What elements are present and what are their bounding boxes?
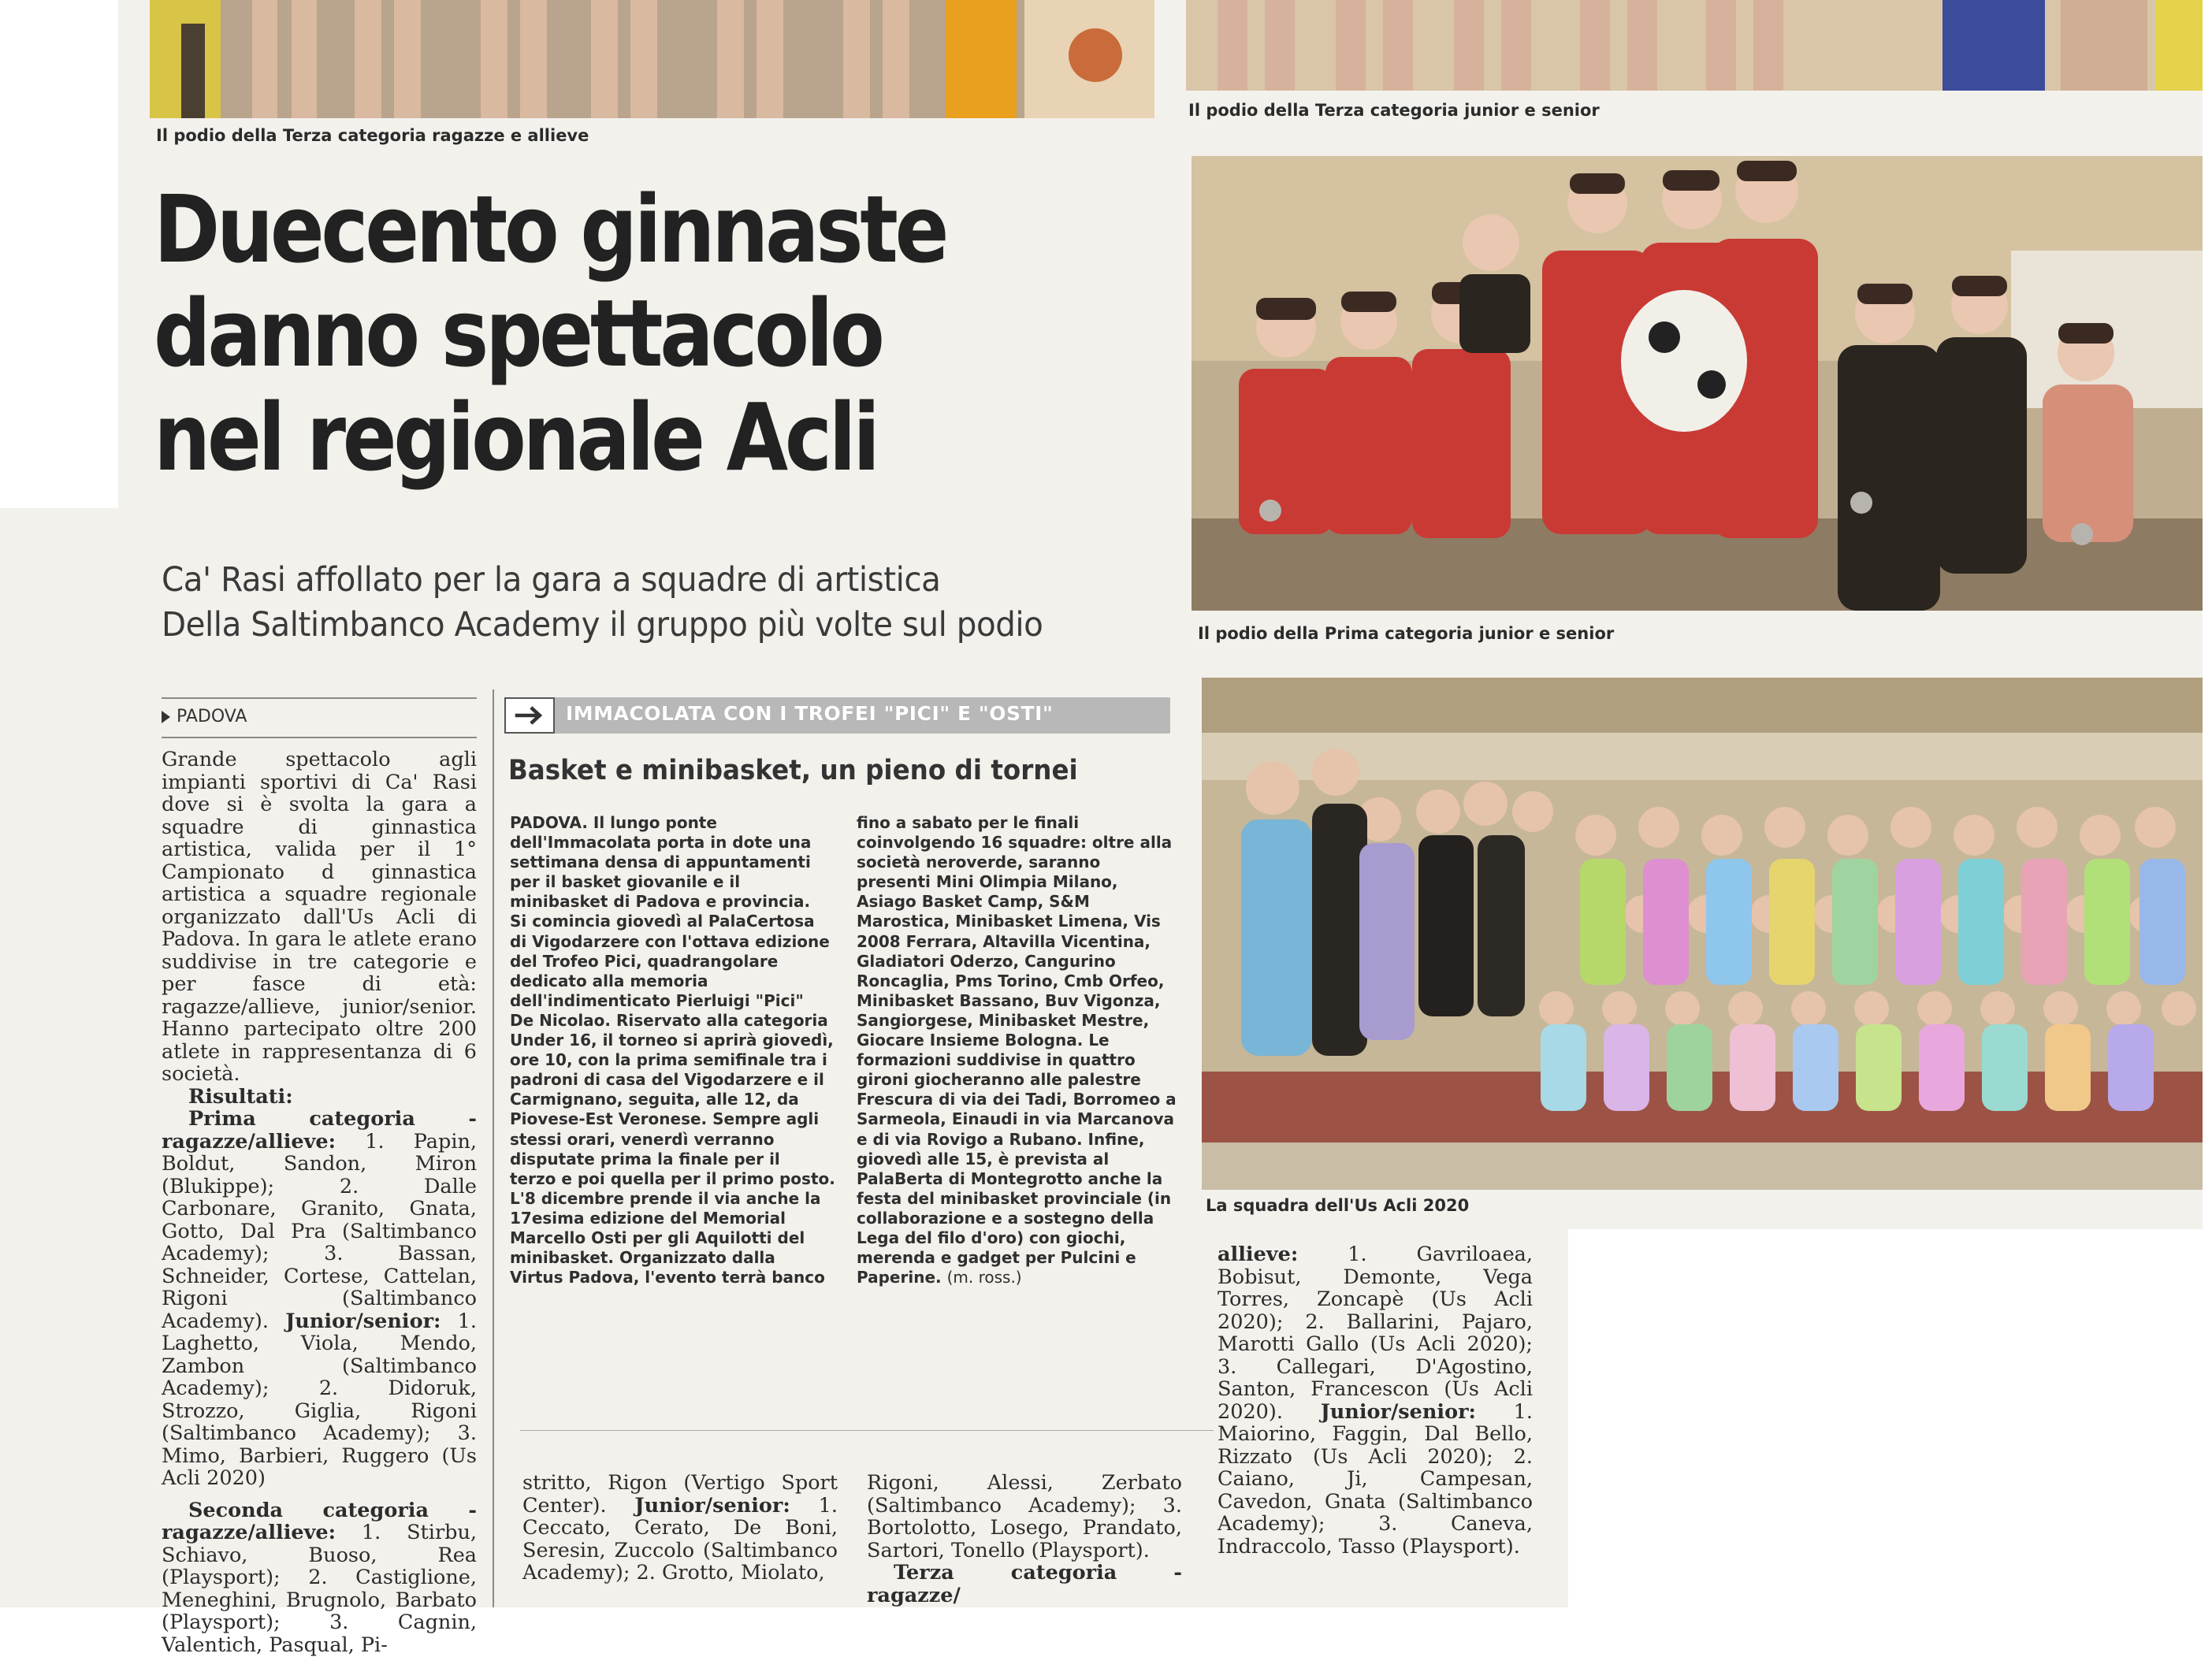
caption-podium-terza-junior: Il podio della Terza categoria junior e senior bbox=[1188, 101, 1600, 120]
sidebar-line: Virtus Padova, l'evento terrà banco bbox=[510, 1268, 825, 1287]
sidebar-line: Minibasket Bassano, Buv Vigonza, bbox=[857, 990, 1161, 1010]
sidebar-line: 2008 Ferrara, Altavilla Vicentina, bbox=[857, 931, 1151, 951]
results-seconda-cont: stritto, Rigon (Vertigo Sport Center). Junior/senior: 1. Ceccato, Cerato, De Boni, Seresin, Zuccolo (Saltimbanco Academy); 2. Grotto, Miolato, bbox=[522, 1471, 838, 1585]
sidebar-line: disputate prima la finale per il bbox=[510, 1149, 780, 1168]
sidebar-line: ore 10, con la prima semifinale tra i bbox=[510, 1050, 827, 1070]
headline-line-3: nel regionale Acli bbox=[154, 383, 877, 492]
sidebar-line: società neroverde, saranno bbox=[857, 853, 1101, 872]
results-prima: Prima categoria - ragazze/allieve: 1. Papin, Boldut, Sandon, Miron (Blukippe); 2. Dalle Carbonare, Granito, Gnata, Gotto, Dal Pra (Saltimbanco Academy); 3. Bassan, Schneider, Cortese, Cattelan, Rigoni (Saltimbanco Academy). Junior/senior: 1. Laghetto, Viola, Mendo, Zambon (Saltimbanco Academy); 2. Didoruk, Strozzo, Giglia, Rigoni (Saltimbanco Academy); 3. Mimo, Barbieri, Ruggero (Us Acli 2020) bbox=[162, 1107, 477, 1490]
caption-podium-terza-ragazze: Il podio della Terza categoria ragazze e allieve bbox=[156, 126, 589, 145]
sidebar-line: Giocare Insieme Bologna. Le bbox=[857, 1031, 1110, 1050]
sidebar-line: PADOVA. Il lungo ponte bbox=[510, 813, 717, 832]
sidebar-line: di Vigodarzere con l'ottava edizione bbox=[510, 931, 830, 951]
article-subhead bbox=[162, 558, 1043, 648]
dateline-text: PADOVA bbox=[177, 707, 247, 726]
sidebar-line: Frescura di via dei Tadi, Borromeo a bbox=[857, 1090, 1177, 1109]
dateline bbox=[162, 707, 247, 726]
sidebar-line: merenda e gadget per Pulcini e bbox=[857, 1248, 1136, 1268]
sidebar-line: festa del minibasket provinciale (in bbox=[857, 1188, 1172, 1208]
sidebar-line: Si comincia giovedì al PalaCertosa bbox=[510, 912, 815, 931]
margin-left-cutout bbox=[0, 0, 118, 508]
results-terza-label: Terza categoria - ragazze/ bbox=[867, 1561, 1182, 1607]
results-heading: Risultati: bbox=[188, 1084, 293, 1109]
sidebar-line: settimana densa di appuntamenti bbox=[510, 853, 811, 872]
sidebar-line: minibasket di Padova e provincia. bbox=[510, 892, 811, 912]
sidebar-line-last bbox=[857, 1268, 1188, 1287]
sidebar-line: collaborazione e a sostegno della bbox=[857, 1208, 1154, 1228]
sidebar-line: Gladiatori Oderzo, Cangurino bbox=[857, 951, 1116, 971]
article-body-col-3 bbox=[867, 1472, 1182, 1607]
sidebar-line: presenti Mini Olimpia Milano, bbox=[857, 872, 1118, 892]
dateline-rule-bottom bbox=[162, 737, 477, 738]
sidebar-line: giovedì alle 15, è prevista al bbox=[857, 1149, 1110, 1168]
photo-podium-terza-ragazze bbox=[150, 0, 1154, 118]
sidebar-line: Under 16, il torneo si aprirà giovedì, bbox=[510, 1031, 834, 1050]
sidebar-line: Marcello Osti per gli Aquilotti del bbox=[510, 1228, 805, 1247]
sidebar-bottom-rule bbox=[520, 1430, 1214, 1431]
article-body-col-2 bbox=[522, 1472, 838, 1585]
sidebar-line: Marostica, Minibasket Limena, Vis bbox=[857, 912, 1161, 931]
sidebar-line: PalaBerta di Montegrotto anche la bbox=[857, 1168, 1163, 1188]
results-seconda-end: Rigoni, Alessi, Zerbato (Saltimbanco Academy); 3. Bortolotto, Losego, Prandato, Sartori, Tonello (Playsport). bbox=[867, 1471, 1182, 1562]
article-body-col-4 bbox=[1218, 1243, 1533, 1558]
sidebar-line: Lega del filo d'oro) con giochi, bbox=[857, 1228, 1126, 1247]
sidebar-line: Asiago Basket Camp, S&M bbox=[857, 892, 1090, 912]
sidebar-line: dell'indimenticato Pierluigi "Pici" bbox=[510, 990, 804, 1010]
sidebar-last-text: Paperine. bbox=[857, 1268, 942, 1287]
sidebar-title: Basket e minibasket, un pieno di tornei bbox=[508, 755, 1078, 786]
sidebar-line: e di via Rovigo a Rubano. Infine, bbox=[857, 1129, 1145, 1149]
photo-podium-terza-junior bbox=[1186, 0, 2203, 91]
sidebar-banner-text: IMMACOLATA CON I TROFEI "PICI" E "OSTI" bbox=[566, 702, 1054, 725]
arrow-right-icon bbox=[504, 697, 555, 734]
sidebar-col-2 bbox=[857, 813, 1188, 1287]
sidebar-line: minibasket. Organizzato dalla bbox=[510, 1248, 775, 1268]
sidebar-line: Sangiorgese, Minibasket Mestre, bbox=[857, 1010, 1150, 1030]
sidebar-line: Sarmeola, Einaudi in via Marcanova bbox=[857, 1109, 1174, 1129]
results-terza: allieve: 1. Gavriloaea, Bobisut, Demonte, Vega Torres, Zoncapè (Us Acli 2020); 2. Ballarini, Pajaro, Marotti Gallo (Us Acli 2020); 3. Callegari, D'Agostino, Santon, Francescon (Us Acli 2020). Junior/senior: 1. Maiorino, Faggin, Dal Bello, Rizzato (Us Acli 2020); 2. Caiano, Ji, Campesan, Cavedon, Gnata (Saltimbanco Academy); 3. Caneva, Indraccolo, Tasso (Playsport). bbox=[1218, 1243, 1534, 1559]
headline-line-1: Duecento ginnaste bbox=[154, 175, 946, 284]
subhead-line-1: Ca' Rasi affollato per la gara a squadre di artistica bbox=[162, 560, 941, 600]
sidebar-line: stessi orari, venerdì verranno bbox=[510, 1129, 775, 1149]
sidebar-line: L'8 dicembre prende il via anche la bbox=[510, 1188, 821, 1208]
sidebar-line: fino a sabato per le finali bbox=[857, 813, 1080, 832]
sidebar-line: Roncaglia, Pms Torino, Cmb Orfeo, bbox=[857, 971, 1165, 990]
subhead-line-2: Della Saltimbanco Academy il gruppo più volte sul podio bbox=[162, 605, 1043, 645]
sidebar-line: coinvolgendo 16 squadre: oltre alla bbox=[857, 833, 1173, 853]
sidebar-line: gironi giocheranno alle palestre bbox=[857, 1070, 1141, 1090]
sidebar-signature: (m. ross.) bbox=[946, 1268, 1022, 1287]
dateline-rule-top bbox=[162, 697, 477, 699]
caption-podium-prima-junior: Il podio della Prima categoria junior e senior bbox=[1198, 624, 1615, 643]
sidebar-line: terzo e poi quella per il primo posto. bbox=[510, 1168, 835, 1188]
sidebar-line: del Trofeo Pici, quadrangolare bbox=[510, 951, 779, 971]
article-headline bbox=[154, 175, 1035, 492]
caption-team-us-acli-2020: La squadra dell'Us Acli 2020 bbox=[1206, 1196, 1470, 1215]
article-intro: Grande spettacolo agli impianti sportivi di Ca' Rasi dove si è svolta la gara a squadre di ginnastica artistica, valida per il 1° Campionato d ginnastica artistica a squadre regionale organizzato dall'Us Acli di Padova. In gara le atlete erano suddivise in tre categorie e per fasce di età: ragazze/allieve, junior/senior. Hanno partecipato oltre 200 atlete in rappresentanza di 6 società. bbox=[162, 748, 477, 1086]
sidebar-line: dell'Immacolata porta in dote una bbox=[510, 833, 812, 853]
margin-right-edge bbox=[2203, 0, 2212, 1229]
headline-line-2: danno spettacolo bbox=[154, 279, 882, 388]
sidebar-left-rule bbox=[493, 689, 494, 1607]
sidebar-line: Carmignano, seguita, alle 12, da bbox=[510, 1090, 799, 1109]
sidebar-line: formazioni suddivise in quattro bbox=[857, 1050, 1136, 1070]
sidebar-col-1 bbox=[510, 813, 841, 1287]
margin-right-cutout bbox=[1568, 1229, 2212, 1607]
article-body-col-1 bbox=[162, 749, 477, 1656]
sidebar-line: per il basket giovanile e il bbox=[510, 872, 741, 892]
photo-podium-prima-junior bbox=[1192, 156, 2203, 611]
photo-team-us-acli-2020 bbox=[1202, 678, 2203, 1190]
sidebar-line: 17esima edizione del Memorial bbox=[510, 1208, 786, 1228]
sidebar-line: dedicato alla memoria bbox=[510, 971, 708, 990]
results-seconda: Seconda categoria - ragazze/allieve: 1. Stirbu, Schiavo, Buoso, Rea (Playsport); 2. Castiglione, Meneghini, Brugnolo, Barbato (Playsport); 3. Cagnin, Valentich, Pasqual, Pi- bbox=[162, 1498, 477, 1657]
triangle-icon bbox=[162, 711, 170, 723]
sidebar-line: padroni di casa del Vigodarzere e il bbox=[510, 1070, 824, 1090]
sidebar-line: De Nicolao. Riservato alla categoria bbox=[510, 1010, 828, 1030]
sidebar-banner bbox=[504, 697, 1170, 734]
sidebar-line: Piovese-Est Veronese. Sempre agli bbox=[510, 1109, 820, 1129]
